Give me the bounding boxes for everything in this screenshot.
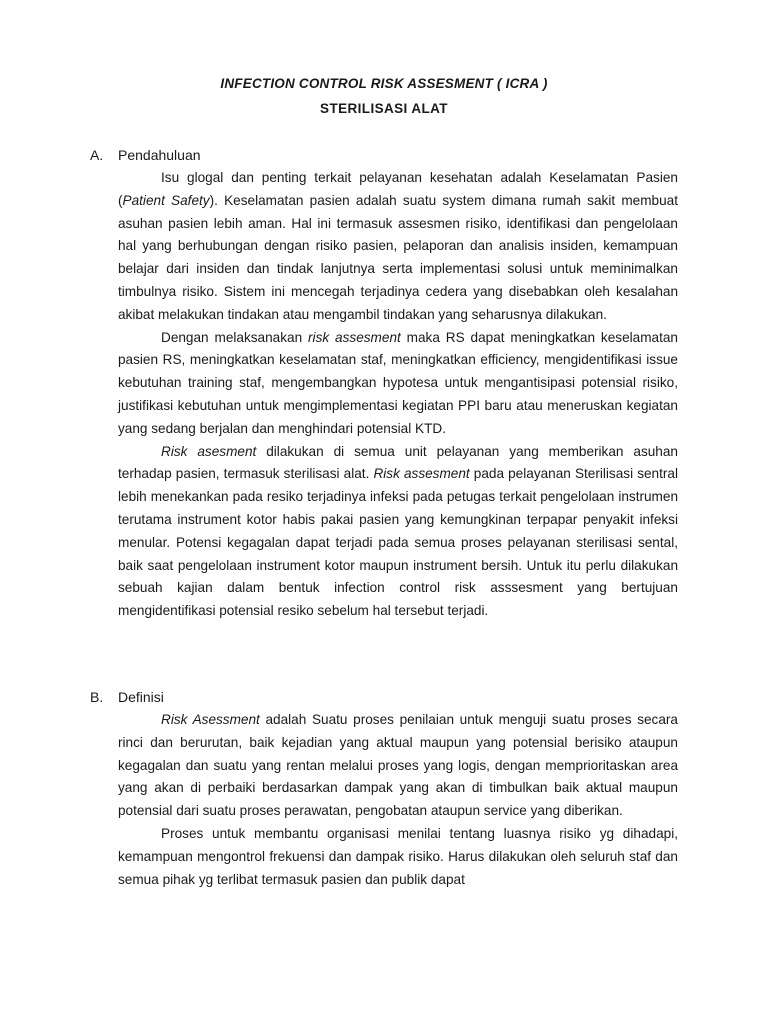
section-body-a: [118, 167, 678, 623]
paragraph: Proses untuk membantu organisasi menilai tentang luasnya risiko yg dihadapi, kemampuan mengontrol frekuensi dan dampak risiko. Harus dilakukan oleh seluruh staf dan semua pihak yg terlibat termasuk pasien dan publik dapat: [118, 825, 678, 887]
section-number: B.: [90, 689, 104, 705]
section-body-b: [118, 709, 678, 891]
italic-term: Risk asesment: [161, 443, 257, 459]
section-title: Pendahuluan: [118, 147, 201, 163]
section-number: A.: [90, 147, 104, 163]
italic-term: Risk Asessment: [161, 712, 260, 727]
section-heading-b: [90, 686, 164, 709]
document-subtitle: STERILISASI ALAT: [320, 101, 448, 116]
paragraph: Isu glogal dan penting terkait pelayanan kesehatan adalah Keselamatan Pasien (Patient Safety). Keselamatan pasien adalah suatu system dimana rumah sakit membuat asuhan pasien lebih aman. Hal ini termasuk assesmen risiko, identifikasi dan pengelolaan hal yang berhubungan dengan risiko pasien, pelaporan dan analisis insiden, kemampuan belajar dari insiden dan tindak lanjutnya serta implementasi solusi untuk meminimalkan timbulnya risiko. Sistem ini mencegah terjadinya cedera yang disebabkan oleh kesalahan akibat melakukan tindakan atau mengambil tindakan yang seharusnya dilakukan.: [118, 170, 678, 322]
italic-term: risk assesment: [308, 329, 401, 345]
document-title: INFECTION CONTROL RISK ASSESMENT ( ICRA ): [220, 76, 548, 91]
section-heading-a: [90, 144, 201, 167]
italic-term: Patient Safety: [122, 192, 210, 208]
paragraph: Risk asesment dilakukan di semua unit pelayanan yang memberikan asuhan terhadap pasien, termasuk sterilisasi alat. Risk assesment pada pelayanan Sterilisasi sentral lebih menekankan pada resiko terjadinya infeksi pada petugas terkait pengelolaan instrumen terutama instrument kotor habis pakai pasien yang kemungkinan terpapar penyakit infeksi menular. Potensi kegagalan dapat terjadi pada semua proses pelayanan sterilisasi sental, baik saat pengelolaan instrument kotor maupun instrument bersih. Untuk itu perlu dilakukan sebuah kajian dalam bentuk infection control risk asssesment yang bertujuan mengidentifikasi potensial resiko sebelum hal tersebut terjadi.: [118, 443, 678, 619]
italic-term: Risk assesment: [373, 466, 470, 482]
section-title: Definisi: [118, 689, 164, 705]
paragraph: Risk Asessment adalah Suatu proses penilaian untuk menguji suatu proses secara rinci dan berurutan, baik kejadian yang aktual maupun yang potensial berisiko ataupun kegagalan dan suatu yang rentan melalui proses yang logis, dengan memprioritaskan area yang akan di perbaiki berdasarkan dampak yang akan di timbulkan baik aktual maupun potensial dari suatu proses perawatan, pengobatan ataupun service yang diberikan.: [118, 712, 678, 819]
paragraph: Dengan melaksanakan risk assesment maka RS dapat meningkatkan keselamatan pasien RS, meningkatkan keselamatan staf, meningkatkan efficiency, mengidentifikasi issue kebutuhan training staf, mengembangkan hypotesa untuk mengantisipasi potensial risiko, justifikasi kebutuhan untuk mengimplementasi kegiatan PPI baru atau meneruskan kegiatan yang sedang berjalan dan menghindari potensial KTD.: [118, 329, 678, 436]
